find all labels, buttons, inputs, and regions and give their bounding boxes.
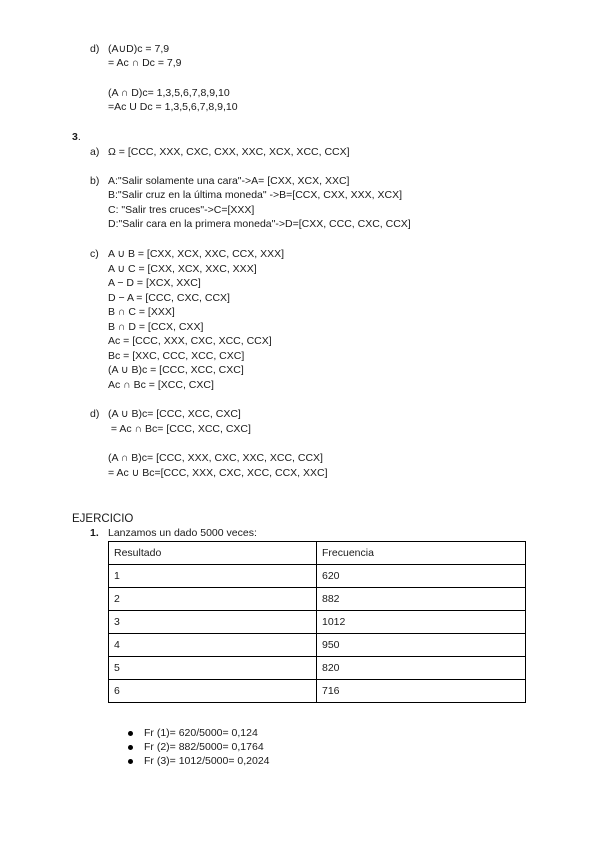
- item-label-3c: c): [90, 248, 99, 260]
- table-cell: 620: [317, 565, 526, 588]
- table-header-cell: Resultado: [109, 542, 317, 565]
- table-cell: 5: [109, 657, 317, 680]
- morgan-law-line: = Ac ∩ Bc= [CCC, XCC, CXC]: [108, 423, 251, 435]
- exercise-intro: Lanzamos un dado 5000 veces:: [108, 527, 257, 539]
- table-row: [109, 588, 526, 611]
- section-number-dot: .: [77, 131, 81, 143]
- event-definition: D:"Salir cara en la primera moneda"->D=[CXX, CCC, CXC, CCX]: [108, 218, 411, 230]
- item-label-3d: d): [90, 408, 100, 420]
- morgan-law-line: = Ac ∪ Bc=[CCC, XXX, CXC, XCC, CCX, XXC]: [108, 467, 328, 479]
- item-label-2d: d): [90, 43, 100, 55]
- event-definition: A:"Salir solamente una cara"->A= [CXX, XCX, XXC]: [108, 175, 350, 187]
- set-operation: A − D = [XCX, XXC]: [108, 277, 201, 289]
- frequency-table: [108, 541, 526, 703]
- table-row: [109, 611, 526, 634]
- item-label-3a: a): [90, 146, 100, 158]
- table-cell: 4: [109, 634, 317, 657]
- item-label-3b: b): [90, 175, 100, 187]
- table-header-row: [109, 542, 526, 565]
- formula-line: (A ∩ D)c= 1,3,5,6,7,8,9,10: [108, 87, 230, 99]
- set-operation: A ∪ B = [CXX, XCX, XXC, CCX, XXX]: [108, 248, 285, 260]
- set-operation: (A ∪ B)c = [CCC, XCC, CXC]: [108, 364, 244, 376]
- exercise-heading: EJERCICIO: [72, 513, 134, 525]
- table-cell: 2: [109, 588, 317, 611]
- table-row: [109, 680, 526, 703]
- formula-line: (A∪D)c = 7,9: [108, 43, 170, 55]
- bullet-icon: [128, 731, 133, 736]
- event-definition: B:"Salir cruz en la última moneda" ->B=[CCX, CXX, XXX, XCX]: [108, 189, 402, 201]
- table-row: [109, 565, 526, 588]
- relative-frequency-line: Fr (2)= 882/5000= 0,1764: [144, 741, 264, 753]
- morgan-law-line: (A ∪ B)c= [CCC, XCC, CXC]: [108, 408, 241, 420]
- relative-frequency-line: Fr (3)= 1012/5000= 0,2024: [144, 755, 270, 767]
- section-number-digit: 3: [72, 131, 78, 143]
- section-number: [72, 131, 81, 143]
- table-row: [109, 657, 526, 680]
- event-definition: C: "Salir tres cruces"->C=[XXX]: [108, 204, 255, 216]
- bullet-icon: [128, 745, 133, 750]
- formula-line: = Ac ∩ Dc = 7,9: [108, 57, 182, 69]
- table-cell: 950: [317, 634, 526, 657]
- set-operation: D − A = [CCC, CXC, CCX]: [108, 292, 230, 304]
- set-operation: Ac ∩ Bc = [XCC, CXC]: [108, 379, 214, 391]
- table-row: [109, 634, 526, 657]
- set-operation: Bc = [XXC, CCC, XCC, CXC]: [108, 350, 245, 362]
- table-cell: 6: [109, 680, 317, 703]
- set-operation: Ac = [CCC, XXX, CXC, XCC, CCX]: [108, 335, 272, 347]
- table-cell: 716: [317, 680, 526, 703]
- formula-line: =Ac U Dc = 1,3,5,6,7,8,9,10: [108, 101, 238, 113]
- morgan-law-line: (A ∩ B)c= [CCC, XXX, CXC, XXC, XCC, CCX]: [108, 452, 323, 464]
- set-operation: B ∩ D = [CCX, CXX]: [108, 321, 204, 333]
- table-header-cell: Frecuencia: [317, 542, 526, 565]
- table-cell: 820: [317, 657, 526, 680]
- exercise-item-number: 1.: [90, 527, 99, 539]
- table-cell: 1012: [317, 611, 526, 634]
- table-cell: 1: [109, 565, 317, 588]
- relative-frequency-line: Fr (1)= 620/5000= 0,124: [144, 727, 258, 739]
- set-operation: A ∪ C = [CXX, XCX, XXC, XXX]: [108, 263, 257, 275]
- set-operation: B ∩ C = [XXX]: [108, 306, 175, 318]
- table-cell: 882: [317, 588, 526, 611]
- table-cell: 3: [109, 611, 317, 634]
- sample-space-line: Ω = [CCC, XXX, CXC, CXX, XXC, XCX, XCC, CCX]: [108, 146, 350, 158]
- bullet-icon: [128, 759, 133, 764]
